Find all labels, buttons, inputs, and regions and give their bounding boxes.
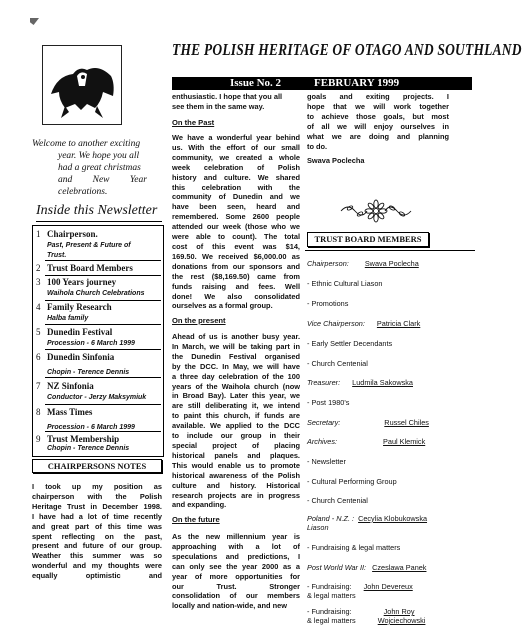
member-role: - Promotions [307,299,349,308]
member-role: - Fundraising & legal matters [307,543,401,552]
member-fundraising: - Fundraising: John Roy [307,607,415,616]
member-vice-chairperson: Vice Chairperson: Patricia Clark [307,319,421,328]
member-chairperson: Chairperson: Swava Poclecha [307,259,419,268]
trust-board-members-heading: TRUST BOARD MEMBERS [307,232,429,247]
issue-bar [172,77,472,90]
member-role: - Cultural Performing Group [307,477,397,486]
corner-mark [30,18,39,25]
middle-column-intro: enthusiastic. I hope that you all see them in the same way. [172,92,283,111]
signoff-name: Swava Poclecha [307,156,365,165]
member-treasurer: Treasurer: Ludmila Sakowska [307,378,413,387]
member-fundraising: - Fundraising: John Devereux [307,582,413,591]
chairpersons-notes-heading: CHAIRPERSONS NOTES [32,459,162,473]
toc-separator [45,349,161,350]
member-fundraising-continued: & legal matters Wojciechowski [307,616,426,625]
member-role: - Newsletter [307,457,346,466]
member-liason-continued: Liason [307,523,329,532]
chairpersons-notes-text: I took up my position as chairperson with the Polish Heritage Trust in December 1998. I have had a lot of time recently and great part of this time was spent reflecting on the past, present and future of our group. Weather this summer was so wonderful and my thoughts were equally optimistic and [32,482,162,581]
member-secretary: Secretary: Russel Chiles [307,418,429,427]
toc-separator [45,300,161,301]
heading-rule [305,250,475,251]
issue-date: FEBRUARY 1999 [314,77,400,89]
member-fundraising-continued: & legal matters [307,591,356,600]
member-poland-nz-liason: Poland - N.Z. : Cecylia Klobukowska [307,514,428,523]
welcome-message: Welcome to another exciting year. We hope you all had a great christmas and New Year celebrations. [32,139,147,197]
member-role: - Church Centenial [307,496,368,505]
member-role: - Post 1980's [307,398,350,407]
member-archives: Archives: Paul Klemick [307,437,426,446]
member-role: - Early Settler Decendants [307,339,393,348]
issue-number: Issue No. 2 [230,77,282,89]
toc-separator [45,275,161,276]
title-rule [36,221,162,222]
right-column-intro: goals and exiting projects. I hope that we will work together to achieve those goals, but most of all we will enjoy ourselves in what we are doing and planning to do. [307,92,449,151]
inside-newsletter-title: Inside this Newsletter [36,203,158,218]
on-the-past-text: We have a wonderful year behind us. With the effort of our small community, we created a whole week celebration of Polish history and culture. We shared this celebration with the community of Dunedin and we have been seen, heard and remembered. Some 2600 people attended our week (those who we were able to count). The total cost of this event was $14, 169.50. We received $6,000.00 as donations from our sponsors and the rest ($8,169.50) came from funds raising and fees. Well done! We also consolidated ourselves as a formal group. [172,133,300,311]
table-of-contents: 1 Chairperson. Past, Present & Future of Trust. 2 Trust Board Members 3 100 Years journey Waihola Church Celebrations 4 Family Research Halba family 5 Dunedin Festival Procession - 6 March 1999 6 Dunedin Sinfonia Chopin - Terence Dennis 7 NZ Sinfonia Conductor - Jerzy Maksymiuk 8 Mass Times Procession - 6 March 1999 9 Trust Membership Chopin - Terence Dennis [32,225,164,457]
newsletter-masthead: THE POLISH HERITAGE OF OTAGO AND SOUTHLAND [172,40,522,59]
toc-separator [45,431,161,432]
toc-separator [45,324,161,325]
member-role: - Ethnic Cultural Liason [307,279,383,288]
on-the-present-heading: On the present [172,316,226,325]
toc-separator [45,404,161,405]
eagle-emblem-logo [42,45,122,125]
on-the-past-heading: On the Past [172,118,215,127]
toc-separator [45,377,161,378]
member-role: - Church Centenial [307,359,368,368]
on-the-present-text: Ahead of us is another busy year. In March, we will be taking part in the Dunedin Festival organised by the DCC. In May, we will have a three day celebration of the 100 years of the Waihola church (now in Broad Bay). Later this year, we are still deliberating it, we intend to paint this church, if funds are available. We applied to the DCC to include our group in their special project of placing historical panels and plaques. This would enable us to promote historical awareness of the Polish culture and history. Historical research projects are in progress and expanding. [172,332,300,510]
on-the-future-text: As the new millennium year is approaching with a lot of speculations and predictions, I can only see the year 2000 as a year of more opportunities for our Trust. Stronger consolidation of our members locally and nation-wide, and new [172,532,300,611]
member-post-ww2: Post World War II: Czeslawa Panek [307,563,427,572]
flower-ornament-icon [338,200,414,222]
toc-separator [45,260,161,261]
on-the-future-heading: On the future [172,515,220,524]
